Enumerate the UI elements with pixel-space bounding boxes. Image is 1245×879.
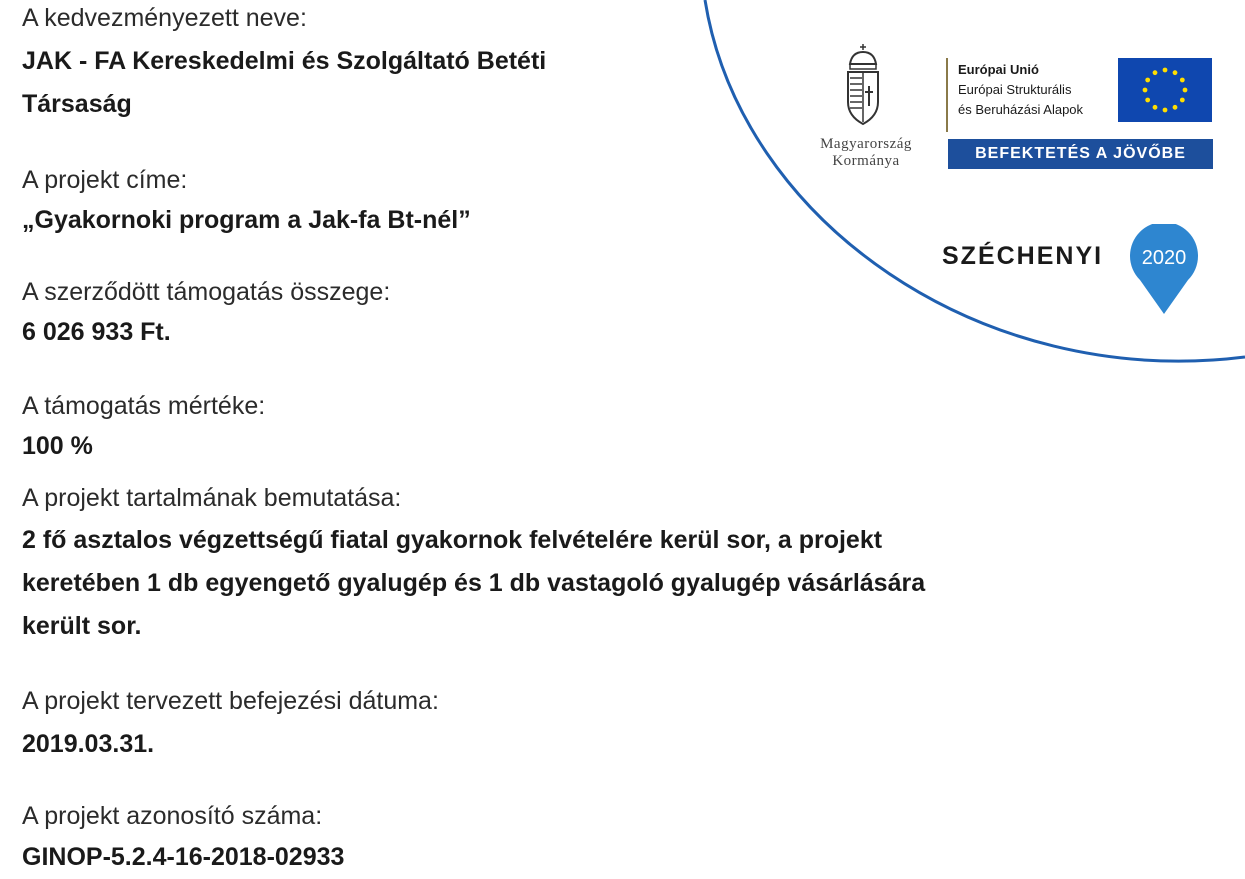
hungarian-coat-of-arms-icon	[842, 42, 884, 130]
year-text: 2020	[1141, 247, 1187, 269]
rate-value: 100 %	[22, 432, 93, 460]
eu-star	[1145, 98, 1150, 103]
amount-value: 6 026 933 Ft.	[22, 318, 171, 346]
eu-star	[1145, 78, 1150, 83]
eu-star	[1153, 105, 1158, 110]
project-title-value: „Gyakornoki program a Jak-fa Bt-nél”	[22, 206, 471, 234]
szechenyi-logo-text: SZÉCHENYI	[942, 242, 1104, 270]
location-pin-icon	[1126, 224, 1202, 316]
end-date-value: 2019.03.31.	[22, 730, 155, 758]
eu-star	[1173, 70, 1178, 75]
rate-label: A támogatás mértéke:	[22, 392, 266, 420]
eu-star	[1183, 88, 1188, 93]
project-title-label: A projekt címe:	[22, 166, 188, 194]
eu-star	[1173, 105, 1178, 110]
invest-banner: BEFEKTETÉS A JÖVŐBE	[948, 139, 1213, 169]
content-label: A projekt tartalmának bemutatása:	[22, 484, 402, 512]
eu-star	[1163, 68, 1168, 73]
government-logo-text: Magyarország Kormánya	[820, 136, 912, 169]
eu-logo-text: Európai Unió Európai Strukturális és Beruházási Alapok	[958, 62, 1084, 117]
end-date-label: A projekt tervezett befejezési dátuma:	[22, 687, 439, 715]
eu-star	[1180, 78, 1185, 83]
eu-star	[1143, 88, 1148, 93]
project-id-value: GINOP-5.2.4-16-2018-02933	[22, 843, 345, 871]
eu-star	[1153, 70, 1158, 75]
beneficiary-label: A kedvezményezett neve:	[22, 4, 307, 32]
eu-star	[1180, 98, 1185, 103]
beneficiary-value: JAK - FA Kereskedelmi és Szolgáltató Betéti Társaság	[22, 47, 547, 118]
eu-star	[1163, 108, 1168, 113]
project-id-label: A projekt azonosító száma:	[22, 802, 323, 830]
amount-label: A szerződött támogatás összege:	[22, 278, 391, 306]
content-value: 2 fő asztalos végzettségű fiatal gyakornok felvételére kerül sor, a projekt keretében 1 db egyengető gyalugép és 1 db vastagoló gyalugép vásárlására került sor.	[22, 526, 926, 640]
eu-divider	[946, 58, 948, 132]
eu-flag-icon	[1118, 58, 1212, 122]
